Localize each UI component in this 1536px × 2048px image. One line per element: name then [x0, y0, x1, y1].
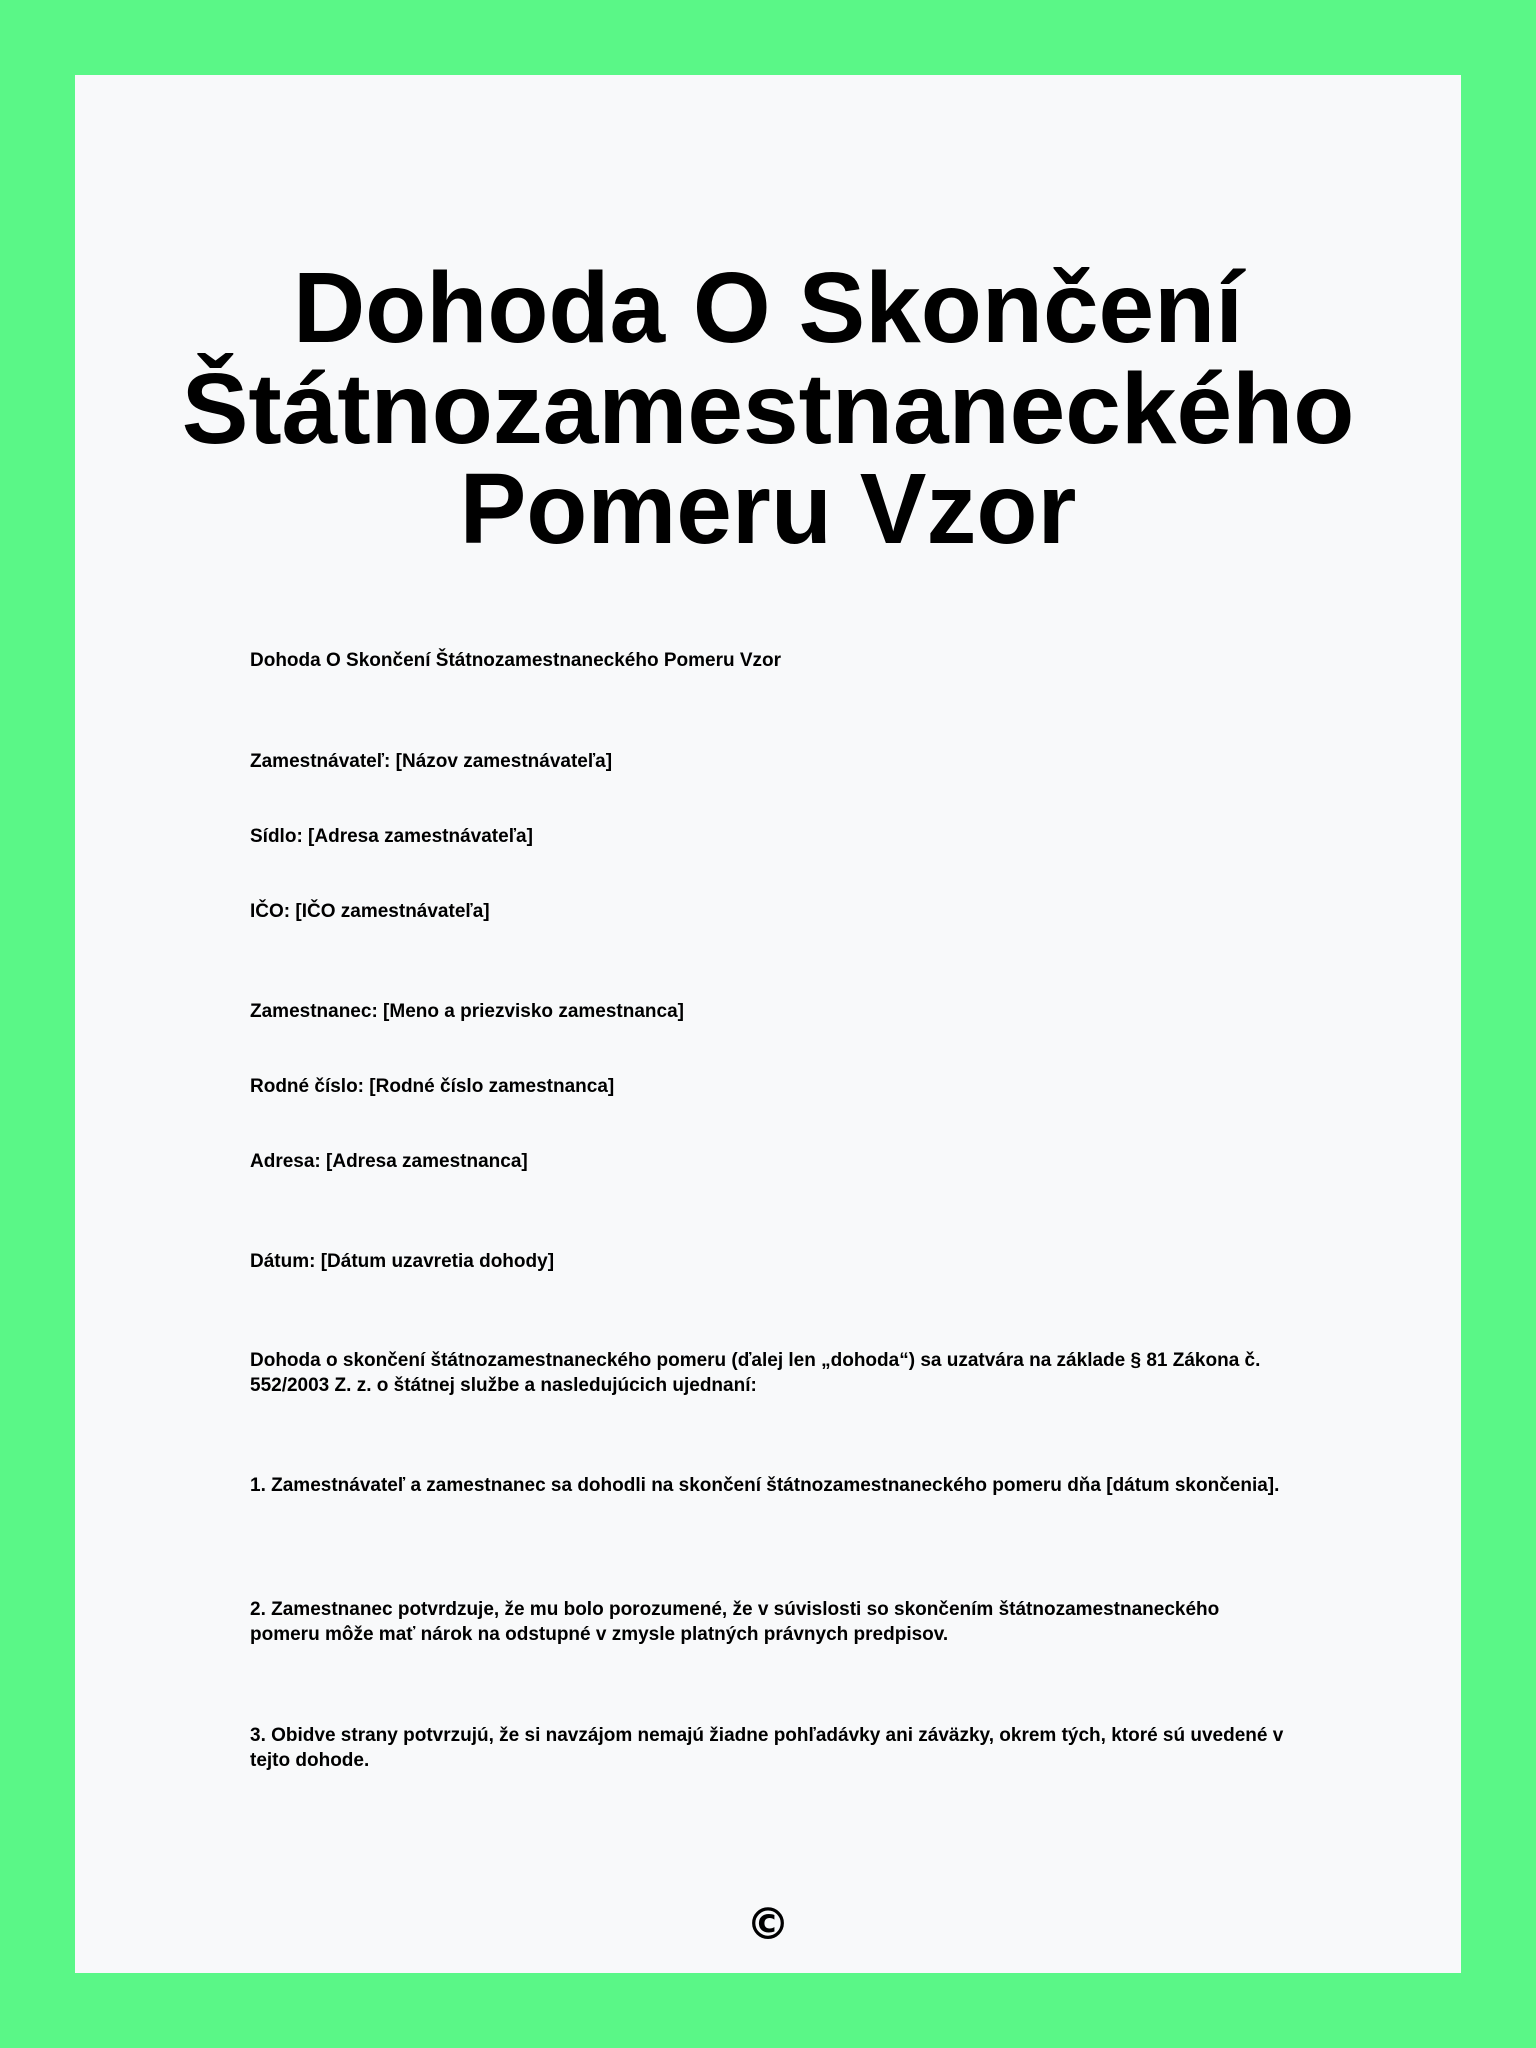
employer-name-field: Zamestnávateľ: [Názov zamestnávateľa] [250, 751, 613, 772]
title-line-1: Dohoda O Skončení [292, 252, 1244, 364]
employer-seat-field: Sídlo: [Adresa zamestnávateľa] [250, 826, 533, 847]
intro-paragraph: Dohoda o skončení štátnozamestnaneckého pomeru (ďalej len „dohoda“) sa uzatvára na základe § 81 Zákona č. 552/2003 Z. z. o štátnej službe a nasledujúcich ujednaní: [250, 1350, 1261, 1396]
title-line-2: Štátnozamestnaneckého [181, 352, 1355, 465]
agreement-date-field: Dátum: [Dátum uzavretia dohody] [250, 1251, 555, 1272]
document-page [75, 75, 1461, 1973]
clause-1: 1. Zamestnávateľ a zamestnanec sa dohodli na skončení štátnozamestnaneckého pomeru dňa [dátum skončenia]. [250, 1475, 1280, 1496]
employer-ico-field: IČO: [IČO zamestnávateľa] [250, 901, 490, 922]
clause-3: 3. Obidve strany potvrzujú, že si navzájom nemajú žiadne pohľadávky ani záväzky, okrem tých, ktoré sú uvedené v tejto dohode. [250, 1725, 1284, 1771]
copyright-icon: © [746, 1899, 790, 1950]
employee-address-field: Adresa: [Adresa zamestnanca] [250, 1151, 528, 1172]
employee-birth-number-field: Rodné číslo: [Rodné číslo zamestnanca] [250, 1076, 615, 1097]
title-line-3: Pomeru Vzor [459, 453, 1077, 565]
employee-name-field: Zamestnanec: [Meno a priezvisko zamestnanca] [250, 1001, 684, 1022]
document-title [75, 252, 1461, 565]
document-subtitle: Dohoda O Skončení Štátnozamestnaneckého Pomeru Vzor [250, 650, 782, 671]
clause-2: 2. Zamestnanec potvrdzuje, že mu bolo porozumené, že v súvislosti so skončením štátnozamestnaneckého pomeru môže mať nárok na odstupné v zmysle platných právnych predpisov. [250, 1599, 1220, 1645]
